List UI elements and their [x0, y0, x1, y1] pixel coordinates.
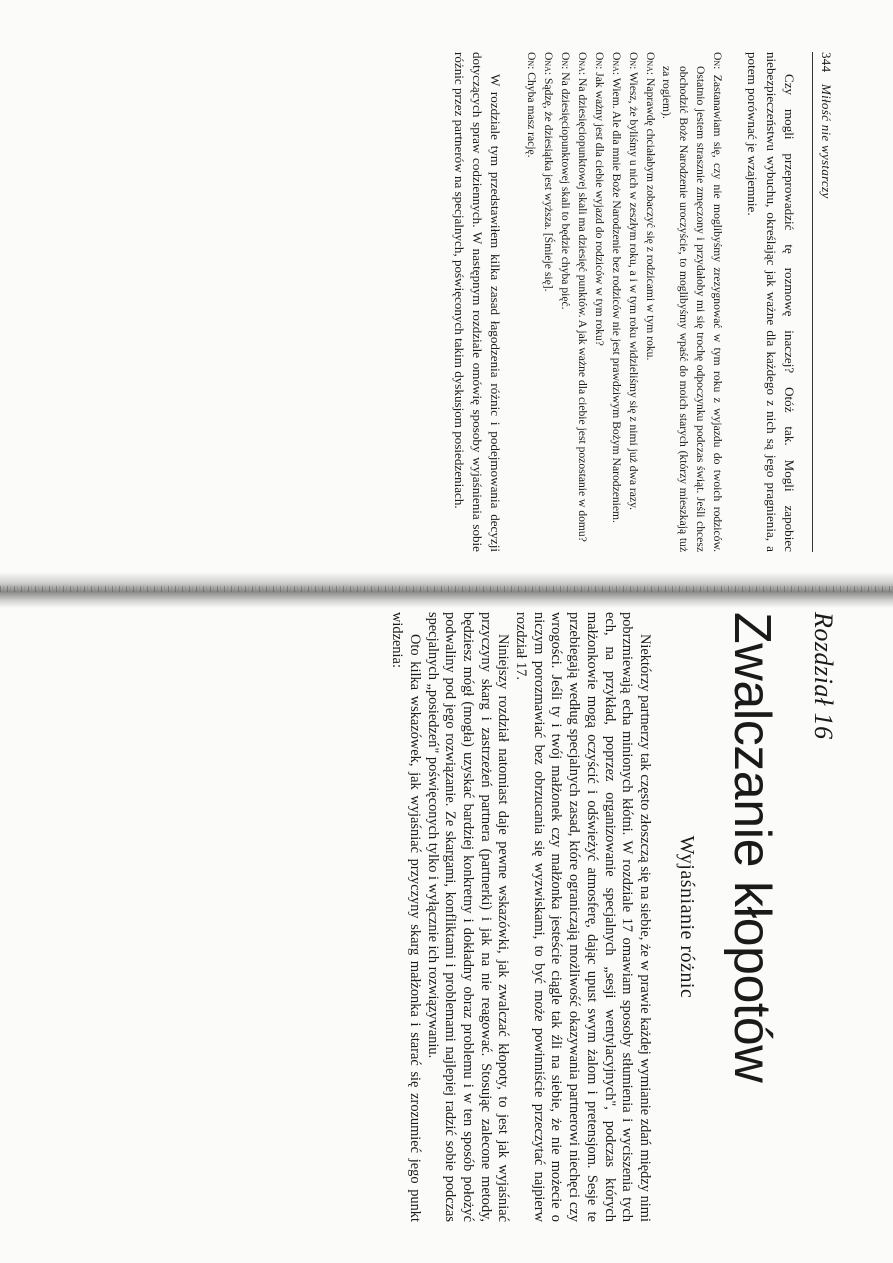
dialog-line: Ona: Wiem. Ale dla mnie Boże Narodzenie bez rodziców nie jest prawdziwym Bożym Narodzeniem.: [609, 52, 623, 523]
dialog-line: On: Wiesz, że byliśmy u nich w zeszłym roku, a i w tym roku widzieliśmy się z nimi już dwa razy.: [626, 52, 640, 511]
dialog-line: On: Na dziesięciopunktowej skali to będzie chyba pięć.: [559, 52, 573, 310]
intro-paragraph: Czy mogli przeprowadzić tę rozmowę inaczej? Otóż tak. Mogli zapobiec niebezpieczeństwu wybuchu, określając jak ważne dla każdego z nich są jego pragnienia, a potem porównać je wzajemnie.: [745, 52, 797, 552]
dialog-line: On: Chyba masz rację.: [525, 52, 539, 158]
running-title: Miłość nie wystarczy: [819, 83, 834, 199]
dialog-line: Ona: Sądzę, że dziesiątka jest wyższa. [Śmieje się].: [542, 52, 556, 292]
body-paragraph: Niniejszy rozdział natomiast daje pewne wskazówki, jak zwalczać kłopoty, to jest jak wyjaśniać przyczyny skarg i zastrzeżeń partnera (partnerki) i jak na nie reagować. Stosując zalecone metody, będziesz mógł (mogła) uzyskać bardziej konkretny i dokładny obraz problemu i w ten sposób położyć podwaliny pod jego rozwiązanie. Ze skargami, konfliktami i problemami najlepiej radzić sobie podczas specjalnych „posiedzeń" poświęconych tylko i wyłącznie ich rozwiązywaniu.: [424, 612, 512, 1222]
right-page: [72, 612, 842, 1222]
dialog-line: On: Zastanawiam się, czy nie moglibyśmy zrezygnować w tym roku z wyjazdu do twoich rodziców. Ostatnio jestem strasznie zmęczony i przydałoby mi się trochę odpoczynku podczas świąt. Jeśli chcesz obchodzić Boże Narodzenie uroczyście, to moglibyśmy wpaść do moich starych (którzy mieszkają tuż za rogiem).: [660, 52, 725, 552]
chapter-title: Zwalczanie kłopotów: [723, 612, 781, 1083]
body-paragraph: Oto kilka wskazówek, jak wyjaśniać przyczyny skarg małżonka i starać się zrozumieć jego punkt widzenia:: [389, 612, 423, 1222]
chapter-body: [387, 612, 653, 1222]
dialog-line: Ona: Na dziesięciopunktowej skali ma dziesięć punktów. A jak ważne dla ciebie jest pozostanie w domu?: [575, 52, 589, 542]
page-number: 344: [819, 52, 834, 73]
section-title: Wyjaśnianie różnic: [676, 835, 698, 999]
dialog-line: On: Jak ważny jest dla ciebie wyjazd do rodziców w tym roku?: [592, 52, 606, 346]
body-paragraph: Niektórzy partnerzy tak często złoszczą się na siebie, że w prawie każdej wymianie zdań między nimi pobrzmiewają echa minionych kłótni. W rozdziale 17 omawiam sposoby stłumienia i wyciszenia tych ech, na przykład, poprzez organizowanie specjalnych „sesji wentylacyjnych", podczas których małżonkowie mogą oczyścić i odświeżyć atmosferę, dając upust swym żalom i pretensjom. Sesje te przebiegają według specjalnych zasad, które ograniczają możliwość okazywania partnerowi niechęci czy wrogości. Jeśli ty i twój małżonek czy małżonka jesteście ciągle tak źli na siebie, że nie możecie o niczym porozmawiać bez obrzucania się wyzwiskami, to być może powinniście przeczytać najpierw rozdział 17.: [513, 612, 653, 1222]
chapter-label: Rozdział 16: [809, 612, 838, 740]
scan-noise: [0, 586, 893, 592]
running-head: [812, 52, 835, 552]
dialog-line: Ona: Naprawdę chciałabym zobaczyć się z rodzicami w tym roku.: [643, 52, 657, 361]
dialog-block: [522, 52, 725, 552]
left-page: [275, 52, 835, 552]
closing-paragraph: W rozdziale tym przedstawiłem kilka zasad łagodzenia różnic i podejmowania decyzji dotyczących spraw codziennych. W następnym rozdziale omówię sposoby wyjaśnienia sobie różnic przez partnerów na specjalnych, poświęconych takim dyskusjom posiedzeniach.: [451, 52, 504, 552]
